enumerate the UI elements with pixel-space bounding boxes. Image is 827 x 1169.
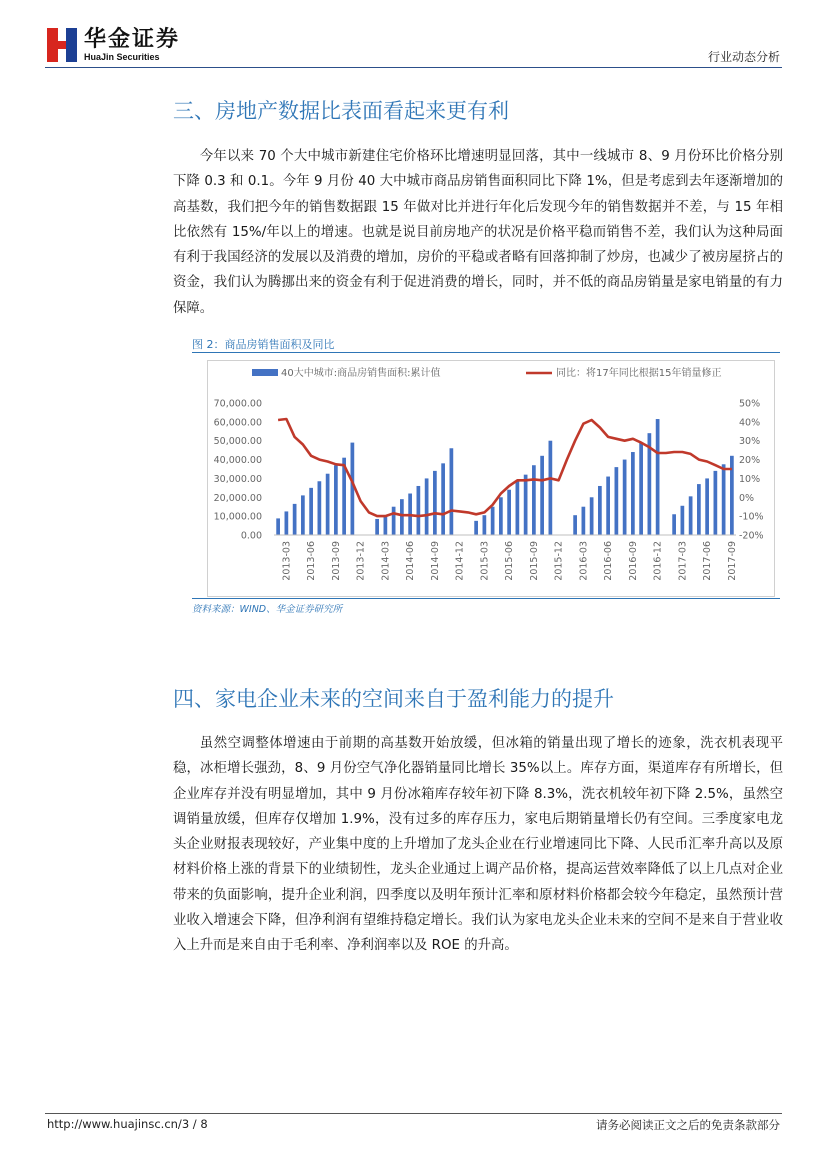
chart-bar [639, 443, 643, 535]
y-right-tick-label: 40% [739, 417, 761, 429]
section-4-paragraph: 虽然空调整体增速由于前期的高基数开始放缓，但冰箱的销量出现了增长的迹象，洗衣机表现平稳，冰柜增长强劲，8、9 月份空气净化器销量同比增长 35%以上。库存方面，渠道库存有所增长，但企业库存并没有明显增加，其中 9 月份冰箱库存较年初下降 8.3%，洗衣机较年初下降 2.5%，虽然空调销量放缓，但库存仅增加 1.9%，没有过多的库存压力，家电后期销量增长仍有空间。三季度家电龙头企业财报表现较好，产业集中度的上升增加了龙头企业在行业增速同比下降、人民币汇率升高以及原材料价格上涨的背景下的业绩韧性，龙头企业通过上调产品价格，提高运营效率降低了以上几点对企业带来的负面影响，提升企业利润，四季度以及明年预计汇率和原材料价格都会较今年稳定，虽然预计营业收入增速会下降，但净利润有望维持稳定增长。我们认为家电龙头企业未来的空间不是来自于营业收入上升而是来自由于毛利率、净利润率以及 ROE 的升高。 [173, 736, 783, 954]
figure-bottom-rule [192, 598, 780, 599]
chart-bar [516, 481, 520, 535]
chart-bar [400, 499, 404, 535]
section-3-title: 三、房地产数据比表面看起来更有利 [173, 99, 509, 123]
legend-bar-label: 40大中城市:商品房销售面积:累计值 [281, 368, 441, 379]
logo-name-cn: 华金证券 [84, 27, 181, 52]
y-left-tick-label: 70,000.00 [213, 398, 262, 410]
y-left-tick-label: 40,000.00 [213, 455, 262, 467]
x-tick-label: 2016-12 [652, 541, 664, 581]
y-right-tick-label: 50% [739, 398, 761, 410]
company-logo [47, 27, 180, 63]
footer-disclaimer: 请务必阅读正文之后的免责条款部分 [596, 1118, 780, 1132]
chart-bar [631, 452, 635, 535]
footer-page-info [47, 1117, 208, 1131]
x-tick-label: 2013-09 [330, 541, 342, 581]
footer-url[interactable]: http://www.huajinsc.cn/ [47, 1117, 182, 1131]
y-left-tick-label: 10,000.00 [213, 511, 262, 523]
chart-bar [623, 460, 627, 535]
x-tick-label: 2013-06 [306, 541, 318, 581]
figure-top-rule [192, 352, 780, 353]
chart-bar [681, 506, 685, 535]
chart-bar [697, 484, 701, 535]
chart-svg [208, 361, 774, 596]
chart-bar [301, 495, 305, 535]
chart-bar [590, 497, 594, 535]
x-tick-label: 2013-12 [355, 541, 367, 581]
section-3-paragraph: 今年以来 70 个大中城市新建住宅价格环比增速明显回落，其中一线城市 8、9 月份环比价格分别下降 0.3 和 0.1。今年 9 月份 40 大中城市商品房销售面积同比下降 1%，但是考虑到去年逐渐增加的高基数，我们把今年的销售数据跟 15 年做对比并进行年化后发现今年的销售数据并不差，与 15 年相比依然有 15%/年以上的增速。也就是说目前房地产的状况是价格平稳而销售不差，我们认为这种局面有利于我国经济的发展以及消费的增加，房价的平稳或者略有回落抑制了炒房，也减少了被房屋挤占的资金，我们认为腾挪出来的资金有利于促进消费的增长，同时，并不低的商品房销量是家电销量的有力保障。 [173, 149, 783, 316]
chart-bar [392, 507, 396, 535]
y-right-tick-label: -10% [739, 511, 764, 523]
chart-bar [334, 465, 338, 535]
x-tick-label: 2016-09 [627, 541, 639, 581]
x-tick-label: 2015-06 [504, 541, 516, 581]
chart-bar [507, 490, 511, 535]
chart-bar [722, 464, 726, 535]
chart-bar [615, 467, 619, 535]
section-4-body [173, 731, 783, 959]
chart-bar [606, 477, 610, 535]
chart-bar [474, 521, 478, 535]
chart-frame [207, 360, 775, 597]
chart-bar [441, 463, 445, 535]
chart-bar [598, 486, 602, 535]
chart-bar [351, 443, 355, 535]
x-tick-label: 2014-09 [429, 541, 441, 581]
chart-bar [689, 496, 693, 535]
figure-source: 资料来源：WIND、华金证券研究所 [192, 604, 343, 615]
y-right-tick-label: 10% [739, 473, 761, 485]
chart-bar [483, 515, 487, 535]
chart-bar [276, 518, 280, 535]
chart-bar [672, 514, 676, 535]
chart-bar [532, 465, 536, 535]
y-right-tick-label: 20% [739, 455, 761, 467]
chart-bar [384, 515, 388, 535]
y-right-tick-label: 30% [739, 436, 761, 448]
legend-line-label: 同比：将17年同比根据15年销量修正 [556, 368, 722, 379]
logo-mark-icon [47, 28, 77, 62]
y-right-tick-label: -20% [739, 530, 764, 542]
chart-bar [309, 488, 313, 535]
y-left-tick-label: 50,000.00 [213, 436, 262, 448]
x-tick-label: 2014-03 [380, 541, 392, 581]
logo-name-en: HuaJin Securities [84, 52, 160, 62]
footer-divider [45, 1113, 782, 1114]
header-divider [45, 67, 782, 68]
y-left-tick-label: 0.00 [240, 530, 262, 542]
y-left-tick-label: 20,000.00 [213, 492, 262, 504]
legend-bar-swatch [252, 369, 278, 376]
chart-bar [285, 511, 289, 535]
chart-bar [656, 419, 660, 535]
x-tick-label: 2015-03 [479, 541, 491, 581]
chart-bar [573, 515, 577, 535]
chart-bar [417, 486, 421, 535]
chart-bar [326, 474, 330, 535]
section-3-body [173, 144, 783, 321]
x-tick-label: 2014-06 [405, 541, 417, 581]
chart-bar [318, 481, 322, 535]
x-tick-label: 2013-03 [281, 541, 293, 581]
x-tick-label: 2016-03 [578, 541, 590, 581]
chart-bar [582, 507, 586, 535]
y-left-tick-label: 30,000.00 [213, 473, 262, 485]
x-tick-label: 2015-09 [528, 541, 540, 581]
chart-bar [293, 504, 297, 535]
x-tick-label: 2014-12 [454, 541, 466, 581]
x-tick-label: 2017-09 [726, 541, 738, 581]
chart-bar [524, 475, 528, 535]
chart-bar [425, 478, 429, 535]
footer-page-number: 3 / 8 [181, 1117, 208, 1131]
chart-bar [450, 448, 454, 535]
chart-bar [730, 456, 734, 535]
figure-caption: 图 2：商品房销售面积及同比 [192, 338, 335, 351]
y-right-tick-label: 0% [739, 492, 755, 504]
chart-bar [714, 471, 718, 535]
x-tick-label: 2017-06 [702, 541, 714, 581]
chart-line-yoy [278, 419, 732, 516]
x-tick-label: 2016-06 [603, 541, 615, 581]
chart-bar [491, 507, 495, 535]
chart-bar [540, 456, 544, 535]
chart-bar [499, 497, 503, 535]
chart-bar [705, 478, 709, 535]
document-type: 行业动态分析 [707, 50, 780, 64]
chart-bar [433, 471, 437, 535]
y-left-tick-label: 60,000.00 [213, 417, 262, 429]
chart-bar [549, 441, 553, 535]
section-4-title: 四、家电企业未来的空间来自于盈利能力的提升 [173, 687, 614, 711]
x-tick-label: 2017-03 [677, 541, 689, 581]
x-tick-label: 2015-12 [553, 541, 565, 581]
chart-bar [375, 519, 379, 535]
